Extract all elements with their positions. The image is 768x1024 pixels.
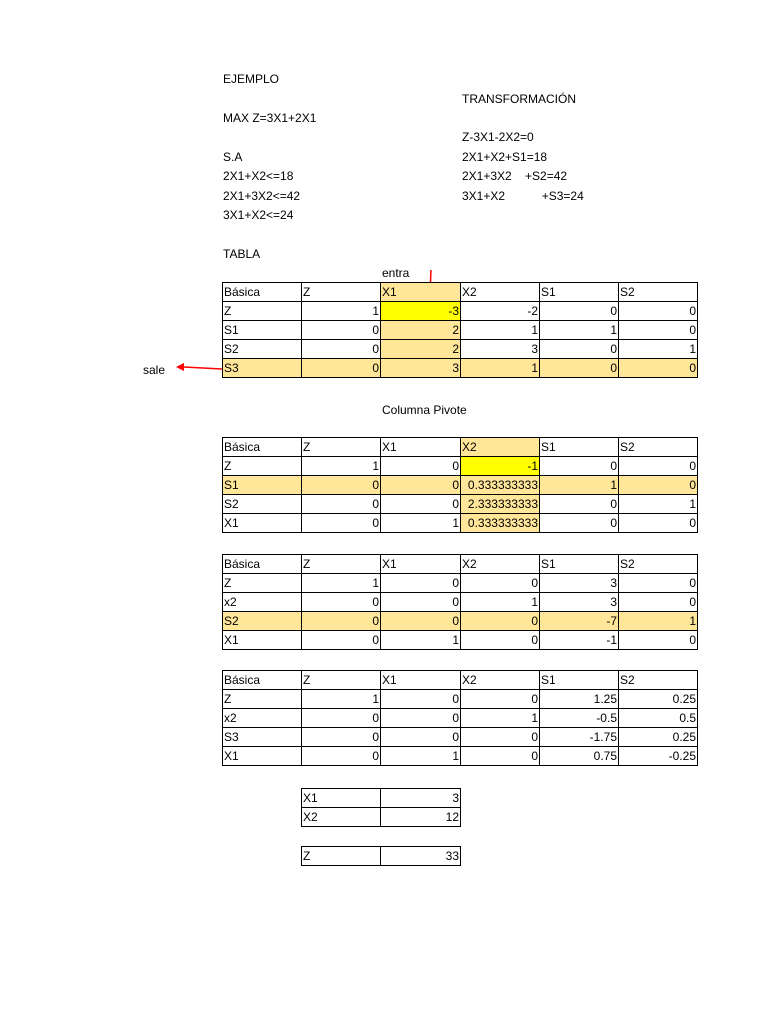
- table-cell: 1: [619, 495, 698, 514]
- sale-label: sale: [143, 363, 166, 377]
- table-cell: S3: [223, 728, 302, 747]
- header-cell: X2: [461, 283, 540, 302]
- table-row: [223, 495, 698, 514]
- table-cell: 0: [381, 476, 461, 495]
- tabla-label: TABLA: [223, 247, 261, 261]
- table-row: [223, 514, 698, 533]
- table-cell: S3: [223, 359, 302, 378]
- table-cell: 0: [540, 340, 619, 359]
- table-cell: 3: [540, 574, 619, 593]
- table-cell: S1: [223, 476, 302, 495]
- table-cell: 1: [381, 631, 461, 650]
- table-cell: 0: [381, 593, 461, 612]
- table-cell: 0.25: [619, 728, 698, 747]
- header-cell: Básica: [223, 555, 302, 574]
- table-cell: 0: [302, 321, 381, 340]
- header-cell: S1: [540, 555, 619, 574]
- table-cell: 1: [619, 340, 698, 359]
- table-cell: -3: [381, 302, 461, 321]
- header-cell: X1: [381, 555, 461, 574]
- table-header-row: [223, 283, 698, 302]
- table-row: [223, 612, 698, 631]
- table-cell: 0.333333333: [461, 476, 540, 495]
- header-cell: X1: [381, 438, 461, 457]
- table-cell: x2: [223, 709, 302, 728]
- table-cell: 0: [619, 476, 698, 495]
- table-cell: 0: [302, 495, 381, 514]
- subject-to-label: S.A: [223, 150, 243, 164]
- header-cell: S2: [619, 438, 698, 457]
- table-cell: 0: [540, 514, 619, 533]
- table-cell: 1: [540, 321, 619, 340]
- table-cell: 2.333333333: [461, 495, 540, 514]
- table-cell: S2: [223, 495, 302, 514]
- table-cell: S2: [223, 340, 302, 359]
- table-cell: 0: [461, 574, 540, 593]
- table-row: [223, 302, 698, 321]
- table-cell: -0.5: [540, 709, 619, 728]
- table-cell: 2: [381, 321, 461, 340]
- simplex-table-2: [222, 437, 698, 533]
- table-row: [223, 476, 698, 495]
- table-cell: -1: [461, 457, 540, 476]
- header-cell: S1: [540, 283, 619, 302]
- columna-pivote-label: Columna Pivote: [382, 403, 467, 417]
- header-cell: Z: [302, 555, 381, 574]
- header-cell: S2: [619, 555, 698, 574]
- table-cell: Z: [223, 302, 302, 321]
- z-result-table: [301, 846, 461, 866]
- table-cell: 0: [461, 631, 540, 650]
- table-cell: 2: [381, 340, 461, 359]
- table-cell: 0: [302, 728, 381, 747]
- table-cell: X1: [223, 514, 302, 533]
- table-cell: S1: [223, 321, 302, 340]
- header-cell: S1: [540, 438, 619, 457]
- table-cell: 0: [540, 495, 619, 514]
- table-cell: 0.75: [540, 747, 619, 766]
- transformed-constraint-3: 3X1+X2 +S3=24: [462, 189, 584, 203]
- results-table: [301, 788, 461, 827]
- result-value: 12: [381, 808, 461, 827]
- table-cell: 1.25: [540, 690, 619, 709]
- table-cell: 0: [619, 631, 698, 650]
- header-cell: Básica: [223, 283, 302, 302]
- table-cell: 0: [302, 631, 381, 650]
- title-ejemplo: EJEMPLO: [223, 72, 280, 86]
- table-cell: Z: [223, 690, 302, 709]
- table-cell: 0: [461, 690, 540, 709]
- table-cell: 0: [381, 495, 461, 514]
- table-row: [223, 631, 698, 650]
- simplex-table-3: [222, 554, 698, 650]
- table-cell: X1: [223, 631, 302, 650]
- table-cell: 1: [302, 574, 381, 593]
- table-cell: 1: [302, 302, 381, 321]
- table-row: [223, 593, 698, 612]
- header-cell: X2: [461, 671, 540, 690]
- objective-transformed: Z-3X1-2X2=0: [462, 130, 534, 144]
- z-result-value: 33: [381, 847, 461, 866]
- header-cell: S2: [619, 283, 698, 302]
- table-row: [223, 728, 698, 747]
- table-cell: 0: [302, 747, 381, 766]
- table-cell: -1: [540, 631, 619, 650]
- table-row: [223, 457, 698, 476]
- table-cell: X1: [223, 747, 302, 766]
- table-row: [223, 690, 698, 709]
- table-row: [223, 574, 698, 593]
- table-cell: 0: [381, 457, 461, 476]
- constraint-3: 3X1+X2<=24: [223, 208, 294, 222]
- table-cell: S2: [223, 612, 302, 631]
- entra-label: entra: [382, 266, 410, 280]
- table-cell: 0.5: [619, 709, 698, 728]
- header-cell: X1: [381, 671, 461, 690]
- simplex-table-4: [222, 670, 698, 766]
- table-cell: 0: [381, 728, 461, 747]
- result-label: X1: [302, 789, 381, 808]
- transformed-constraint-1: 2X1+X2+S1=18: [462, 150, 548, 164]
- z-result-label: Z: [302, 847, 381, 866]
- table-cell: 3: [381, 359, 461, 378]
- constraint-2: 2X1+3X2<=42: [223, 189, 301, 203]
- table-cell: 0: [302, 612, 381, 631]
- table-row: [223, 340, 698, 359]
- table-header-row: [223, 438, 698, 457]
- result-label: X2: [302, 808, 381, 827]
- table-cell: 0.333333333: [461, 514, 540, 533]
- result-value: 3: [381, 789, 461, 808]
- table-cell: 1: [381, 747, 461, 766]
- table-cell: 0: [619, 359, 698, 378]
- table-cell: 1: [540, 476, 619, 495]
- table-cell: 0: [302, 709, 381, 728]
- table-cell: 0: [302, 359, 381, 378]
- table-cell: 0: [381, 574, 461, 593]
- table-row: [302, 789, 461, 808]
- table-cell: 0: [619, 321, 698, 340]
- table-cell: x2: [223, 593, 302, 612]
- arrow-left-icon: [176, 363, 222, 371]
- table-cell: 0: [381, 709, 461, 728]
- header-cell: S1: [540, 671, 619, 690]
- table-cell: Z: [223, 574, 302, 593]
- table-cell: 1: [302, 457, 381, 476]
- table-cell: 1: [619, 612, 698, 631]
- table-cell: 0: [619, 574, 698, 593]
- table-cell: 0.25: [619, 690, 698, 709]
- table-cell: -1.75: [540, 728, 619, 747]
- transformed-constraint-2: 2X1+3X2 +S2=42: [462, 169, 568, 183]
- header-cell: Z: [302, 671, 381, 690]
- table-row: [302, 808, 461, 827]
- table-cell: -7: [540, 612, 619, 631]
- table-cell: 1: [461, 359, 540, 378]
- table-cell: 0: [619, 514, 698, 533]
- table-header-row: [223, 555, 698, 574]
- header-cell: S2: [619, 671, 698, 690]
- table-cell: 1: [461, 709, 540, 728]
- table-cell: -2: [461, 302, 540, 321]
- table-cell: 0: [540, 359, 619, 378]
- table-cell: 3: [461, 340, 540, 359]
- table-cell: 0: [381, 612, 461, 631]
- table-cell: 0: [540, 457, 619, 476]
- header-cell: X1: [381, 283, 461, 302]
- table-row: [223, 747, 698, 766]
- table-cell: 1: [461, 321, 540, 340]
- table-row: [302, 847, 461, 866]
- table-cell: 0: [461, 747, 540, 766]
- table-cell: 0: [461, 612, 540, 631]
- table-cell: 0: [302, 340, 381, 359]
- table-row: [223, 359, 698, 378]
- objective-function: MAX Z=3X1+2X1: [223, 111, 317, 125]
- table-cell: 1: [302, 690, 381, 709]
- table-cell: Z: [223, 457, 302, 476]
- table-cell: 0: [540, 302, 619, 321]
- table-cell: 1: [461, 593, 540, 612]
- header-cell: Z: [302, 283, 381, 302]
- table-row: [223, 709, 698, 728]
- header-cell: X2: [461, 438, 540, 457]
- table-cell: 0: [461, 728, 540, 747]
- table-cell: 0: [381, 690, 461, 709]
- simplex-table-1: [222, 282, 698, 378]
- constraint-1: 2X1+X2<=18: [223, 169, 294, 183]
- table-cell: 0: [619, 593, 698, 612]
- table-cell: -0.25: [619, 747, 698, 766]
- header-cell: Básica: [223, 438, 302, 457]
- table-header-row: [223, 671, 698, 690]
- title-transformacion: TRANSFORMACIÓN: [462, 92, 576, 106]
- table-cell: 0: [302, 593, 381, 612]
- table-cell: 0: [302, 514, 381, 533]
- table-row: [223, 321, 698, 340]
- header-cell: Z: [302, 438, 381, 457]
- table-cell: 0: [619, 457, 698, 476]
- table-cell: 0: [619, 302, 698, 321]
- header-cell: Básica: [223, 671, 302, 690]
- header-cell: X2: [461, 555, 540, 574]
- table-cell: 3: [540, 593, 619, 612]
- table-cell: 0: [302, 476, 381, 495]
- table-cell: 1: [381, 514, 461, 533]
